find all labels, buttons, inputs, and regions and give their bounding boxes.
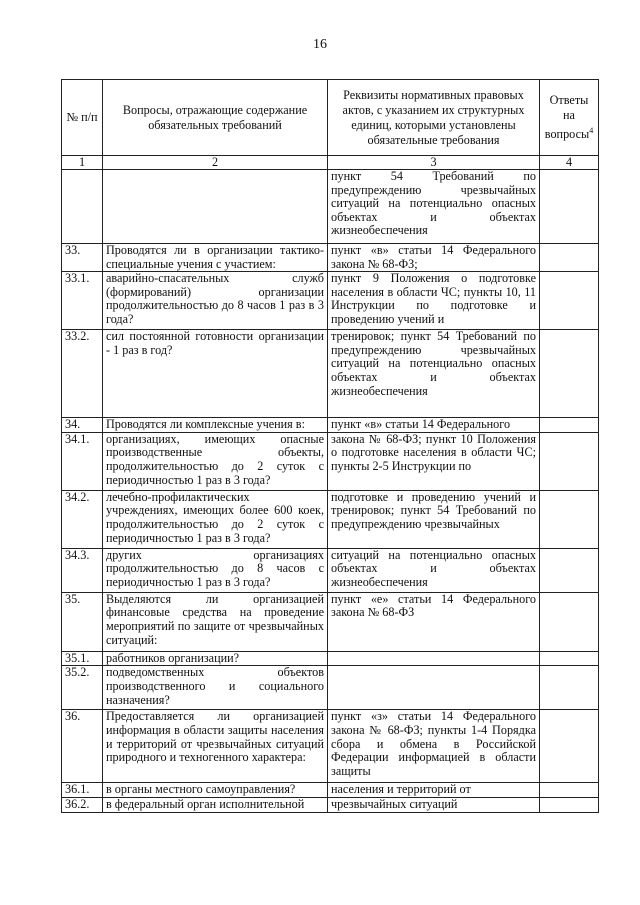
table-row [62,592,599,651]
table-row [62,244,599,272]
row-requisites: ситуаций на потенциально опасных объектах и объектах жизнеобеспечения [328,548,540,592]
answer-cell[interactable] [540,592,599,651]
row-question: организациях, имеющих опасные производственные объекты, продолжительностью до 2 суток с периодичностью 1 раз в 3 года? [103,432,328,490]
row-question: Выделяются ли организацией финансовые средства на проведение мероприятий по защите от чрезвычайных ситуаций: [103,592,328,651]
table-row [62,432,599,490]
row-question: Проводятся ли в организации тактико-специальные учения с участием: [103,244,328,272]
row-number: 36. [62,710,103,783]
row-number: 35.2. [62,666,103,710]
row-number: 34. [62,418,103,433]
row-requisites: пункт 9 Положения о подготовке населения в области ЧС; пункты 10, 11 Инструкции по подготовке и проведению учений и [328,272,540,330]
answer-cell[interactable] [540,666,599,710]
row-requisites: населения и территорий от [328,783,540,798]
row-requisites: закона № 68-ФЗ; пункт 10 Положения о подготовке населения в области ЧС; пункты 2-5 Инструкции по [328,432,540,490]
header-answers [540,80,599,156]
header-num: № п/п [62,80,103,156]
row-number: 36.1. [62,783,103,798]
row-question: аварийно-спасательных служб (формирований) организации продолжительностью до 8 часов 1 раз в 3 года? [103,272,328,330]
row-requisites: пункт «з» статьи 14 Федерального закона № 68-ФЗ; пункты 1-4 Порядка сбора и обмена в Российской Федерации информацией в области защиты [328,710,540,783]
column-number: 2 [103,156,328,170]
table-row [62,272,599,330]
header-row [62,80,599,156]
row-question: других организациях продолжительностью до 8 часов с периодичностью 1 раз в 3 года? [103,548,328,592]
column-number: 1 [62,156,103,170]
answer-cell[interactable] [540,170,599,244]
row-number: 35.1. [62,651,103,666]
header-question: Вопросы, отражающие содержание обязательных требований [103,80,328,156]
row-number: 33.1. [62,272,103,330]
row-question: сил постоянной готовности организации - 1 раз в год? [103,330,328,418]
table-row [62,330,599,418]
row-requisites: пункт «е» статьи 14 Федерального закона № 68-ФЗ [328,592,540,651]
answer-cell[interactable] [540,548,599,592]
table-row [62,170,599,244]
row-requisites: чрезвычайных ситуаций [328,797,540,812]
header-requisites: Реквизиты нормативных правовых актов, с указанием их структурных единиц, которыми установлены обязательные требования [328,80,540,156]
requirements-table [61,79,599,813]
table-row [62,490,599,548]
row-question: работников организации? [103,651,328,666]
table-row [62,418,599,433]
column-number: 3 [328,156,540,170]
row-question: подведомственных объектов производственного и социального назначения? [103,666,328,710]
column-number-row [62,156,599,170]
row-number: 34.3. [62,548,103,592]
table-row [62,710,599,783]
table-row [62,797,599,812]
row-requisites [328,666,540,710]
row-requisites: пункт 54 Требований по предупреждению чрезвычайных ситуаций на потенциально опасных объектах и объектах жизнеобеспечения [328,170,540,244]
answer-cell[interactable] [540,244,599,272]
column-number: 4 [540,156,599,170]
row-number: 36.2. [62,797,103,812]
header-answers-label: Ответы на вопросы [544,92,590,142]
table-row [62,666,599,710]
row-number: 33.2. [62,330,103,418]
answer-cell[interactable] [540,710,599,783]
row-requisites: подготовке и проведению учений и тренировок; пункт 54 Требований по предупреждению чрезвычайных [328,490,540,548]
row-number [62,170,103,244]
table-row [62,548,599,592]
row-number: 34.2. [62,490,103,548]
table-row [62,651,599,666]
answer-cell[interactable] [540,651,599,666]
row-number: 34.1. [62,432,103,490]
row-requisites: пункт «в» статьи 14 Федерального [328,418,540,433]
row-number: 33. [62,244,103,272]
answer-cell[interactable] [540,797,599,812]
answer-cell[interactable] [540,330,599,418]
row-question: Проводятся ли комплексные учения в: [103,418,328,433]
row-number: 35. [62,592,103,651]
table-row [62,783,599,798]
header-answers-sup: 4 [589,125,594,135]
answer-cell[interactable] [540,490,599,548]
row-requisites: пункт «в» статьи 14 Федерального закона № 68-ФЗ; [328,244,540,272]
row-question: Предоставляется ли организацией информация в области защиты населения и территорий от чрезвычайных ситуаций природного и техногенного характера: [103,710,328,783]
row-question: в федеральный орган исполнительной [103,797,328,812]
row-question [103,170,328,244]
row-question: лечебно-профилактических учреждениях, имеющих более 600 коек, продолжительностью до 2 суток с периодичностью 1 раз в 3 года? [103,490,328,548]
answer-cell[interactable] [540,783,599,798]
page-number: 16 [313,37,327,52]
answer-cell[interactable] [540,272,599,330]
row-requisites [328,651,540,666]
answer-cell[interactable] [540,418,599,433]
answer-cell[interactable] [540,432,599,490]
row-question: в органы местного самоуправления? [103,783,328,798]
row-requisites: тренировок; пункт 54 Требований по предупреждению чрезвычайных ситуаций на потенциально опасных объектах и объектах жизнеобеспечения [328,330,540,418]
